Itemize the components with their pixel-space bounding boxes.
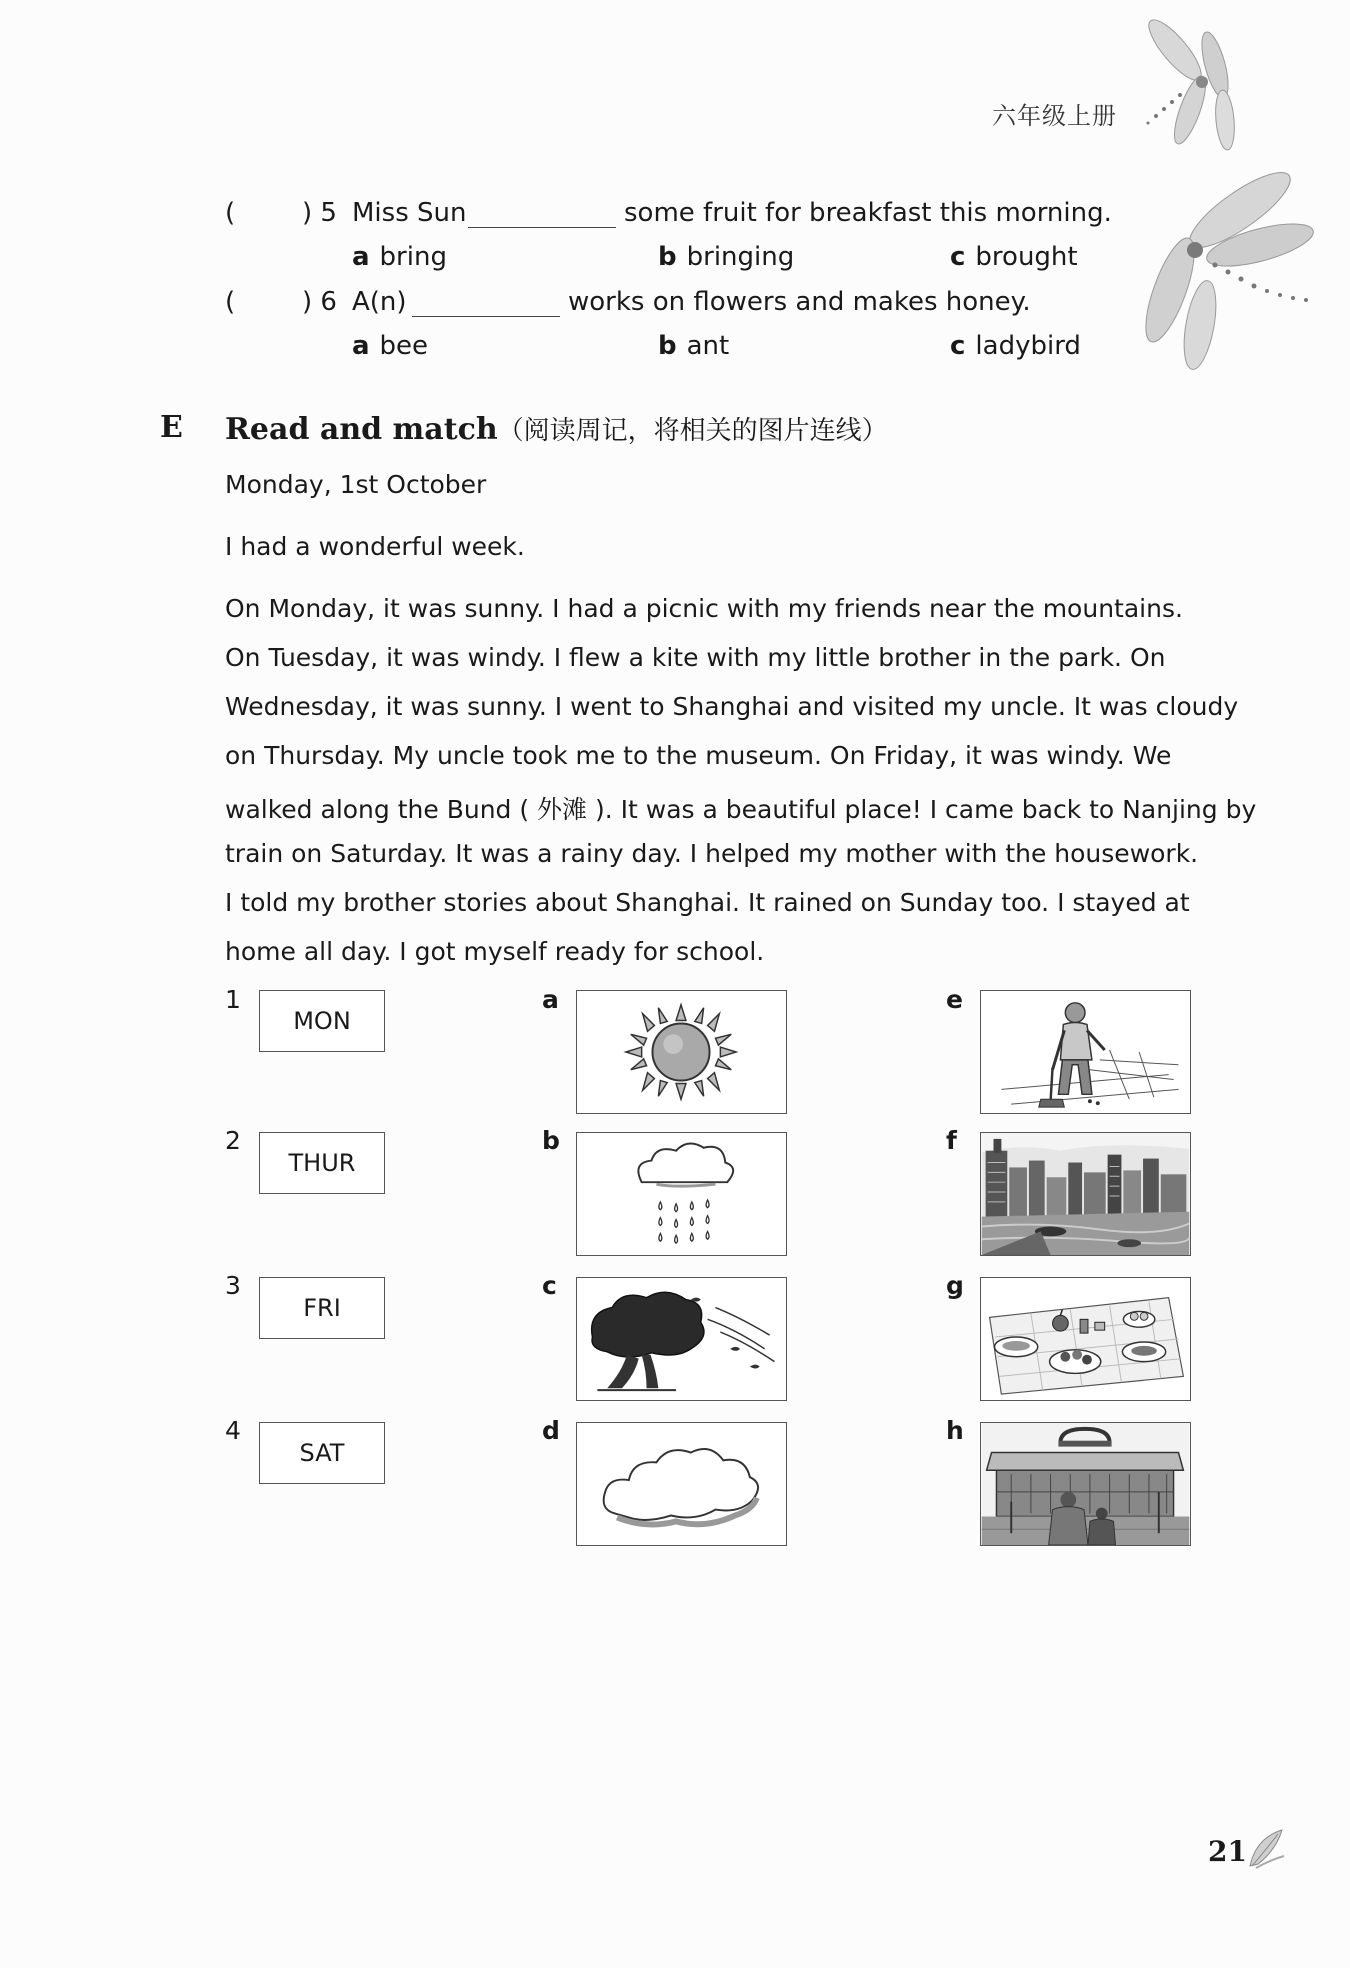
page-number: 21 xyxy=(1208,1835,1247,1868)
bund-skyline-icon xyxy=(981,1133,1190,1255)
question-5-answer-blank[interactable] xyxy=(468,227,616,228)
question-5-option-c[interactable]: c brought xyxy=(950,242,1078,272)
question-6-option-a[interactable]: a bee xyxy=(352,331,429,361)
windy-tree-icon xyxy=(577,1278,786,1400)
leaf-icon xyxy=(1246,1826,1286,1870)
picture-letter-f: f xyxy=(946,1126,957,1155)
diary-line: I told my brother stories about Shanghai. It rained on Sunday too. I stayed at xyxy=(225,888,1190,917)
paren-open: ( xyxy=(225,287,236,317)
diary-line: train on Saturday. It was a rainy day. I helped my mother with the housework. xyxy=(225,839,1199,868)
section-title: Read and match（阅读周记，将相关的图片连线） xyxy=(225,412,888,447)
picture-letter-g: g xyxy=(946,1271,964,1300)
picture-letter-a: a xyxy=(542,985,559,1014)
boy-sweeping-icon xyxy=(981,991,1190,1113)
picture-b[interactable] xyxy=(576,1132,787,1256)
picture-c[interactable] xyxy=(576,1277,787,1401)
rain-cloud-icon xyxy=(577,1133,786,1255)
picture-letter-d: d xyxy=(542,1416,560,1445)
question-6-answer-blank[interactable] xyxy=(412,316,560,317)
question-6-option-b[interactable]: b ant xyxy=(658,331,730,361)
question-6-number: ) 6 xyxy=(302,287,337,317)
picnic-icon xyxy=(981,1278,1190,1400)
picture-letter-c: c xyxy=(542,1271,557,1300)
picture-a[interactable] xyxy=(576,990,787,1114)
diary-line: Wednesday, it was sunny. I went to Shanghai and visited my uncle. It was cloudy xyxy=(225,692,1239,721)
paren-open: ( xyxy=(225,198,236,228)
question-5-number: ) 5 xyxy=(302,198,337,228)
picture-f[interactable] xyxy=(980,1132,1191,1256)
diary-date: Monday, 1st October xyxy=(225,470,487,499)
sun-icon xyxy=(577,991,786,1113)
diary-line: On Tuesday, it was windy. I flew a kite with my little brother in the park. On xyxy=(225,643,1166,672)
diary-intro: I had a wonderful week. xyxy=(225,532,525,561)
day-box-sat[interactable]: SAT xyxy=(259,1422,385,1484)
question-5-option-a[interactable]: a bring xyxy=(352,242,447,272)
day-number-2: 2 xyxy=(225,1126,241,1155)
question-5-before: Miss Sun xyxy=(352,198,467,228)
cloud-icon xyxy=(577,1423,786,1545)
diary-line: home all day. I got myself ready for school. xyxy=(225,937,765,966)
day-box-thur[interactable]: THUR xyxy=(259,1132,385,1194)
question-6-option-c[interactable]: c ladybird xyxy=(950,331,1081,361)
diary-line: walked along the Bund ( 外滩 ). It was a beautiful place! I came back to Nanjing by xyxy=(225,795,1257,824)
question-6-after: works on flowers and makes honey. xyxy=(568,287,1031,317)
picture-h[interactable] xyxy=(980,1422,1191,1546)
question-5-after: some fruit for breakfast this morning. xyxy=(624,198,1112,228)
picture-letter-h: h xyxy=(946,1416,964,1445)
picture-g[interactable] xyxy=(980,1277,1191,1401)
dragonfly-bottom-icon xyxy=(1120,150,1320,370)
museum-icon xyxy=(981,1423,1190,1545)
picture-letter-b: b xyxy=(542,1126,560,1155)
picture-d[interactable] xyxy=(576,1422,787,1546)
question-6 xyxy=(225,287,235,317)
day-number-1: 1 xyxy=(225,985,241,1014)
grade-label: 六年级上册 xyxy=(992,102,1117,130)
question-5-option-b[interactable]: b bringing xyxy=(658,242,795,272)
diary-line: On Monday, it was sunny. I had a picnic with my friends near the mountains. xyxy=(225,594,1183,623)
day-number-4: 4 xyxy=(225,1416,241,1445)
picture-letter-e: e xyxy=(946,985,963,1014)
day-box-fri[interactable]: FRI xyxy=(259,1277,385,1339)
question-6-before: A(n) xyxy=(352,287,407,317)
section-letter: E xyxy=(160,410,183,445)
day-box-mon[interactable]: MON xyxy=(259,990,385,1052)
diary-line: on Thursday. My uncle took me to the museum. On Friday, it was windy. We xyxy=(225,741,1172,770)
dragonfly-top-icon xyxy=(1120,10,1260,160)
section-title-cn: （阅读周记，将相关的图片连线） xyxy=(497,416,888,446)
day-number-3: 3 xyxy=(225,1271,241,1300)
question-5 xyxy=(225,198,235,228)
picture-e[interactable] xyxy=(980,990,1191,1114)
